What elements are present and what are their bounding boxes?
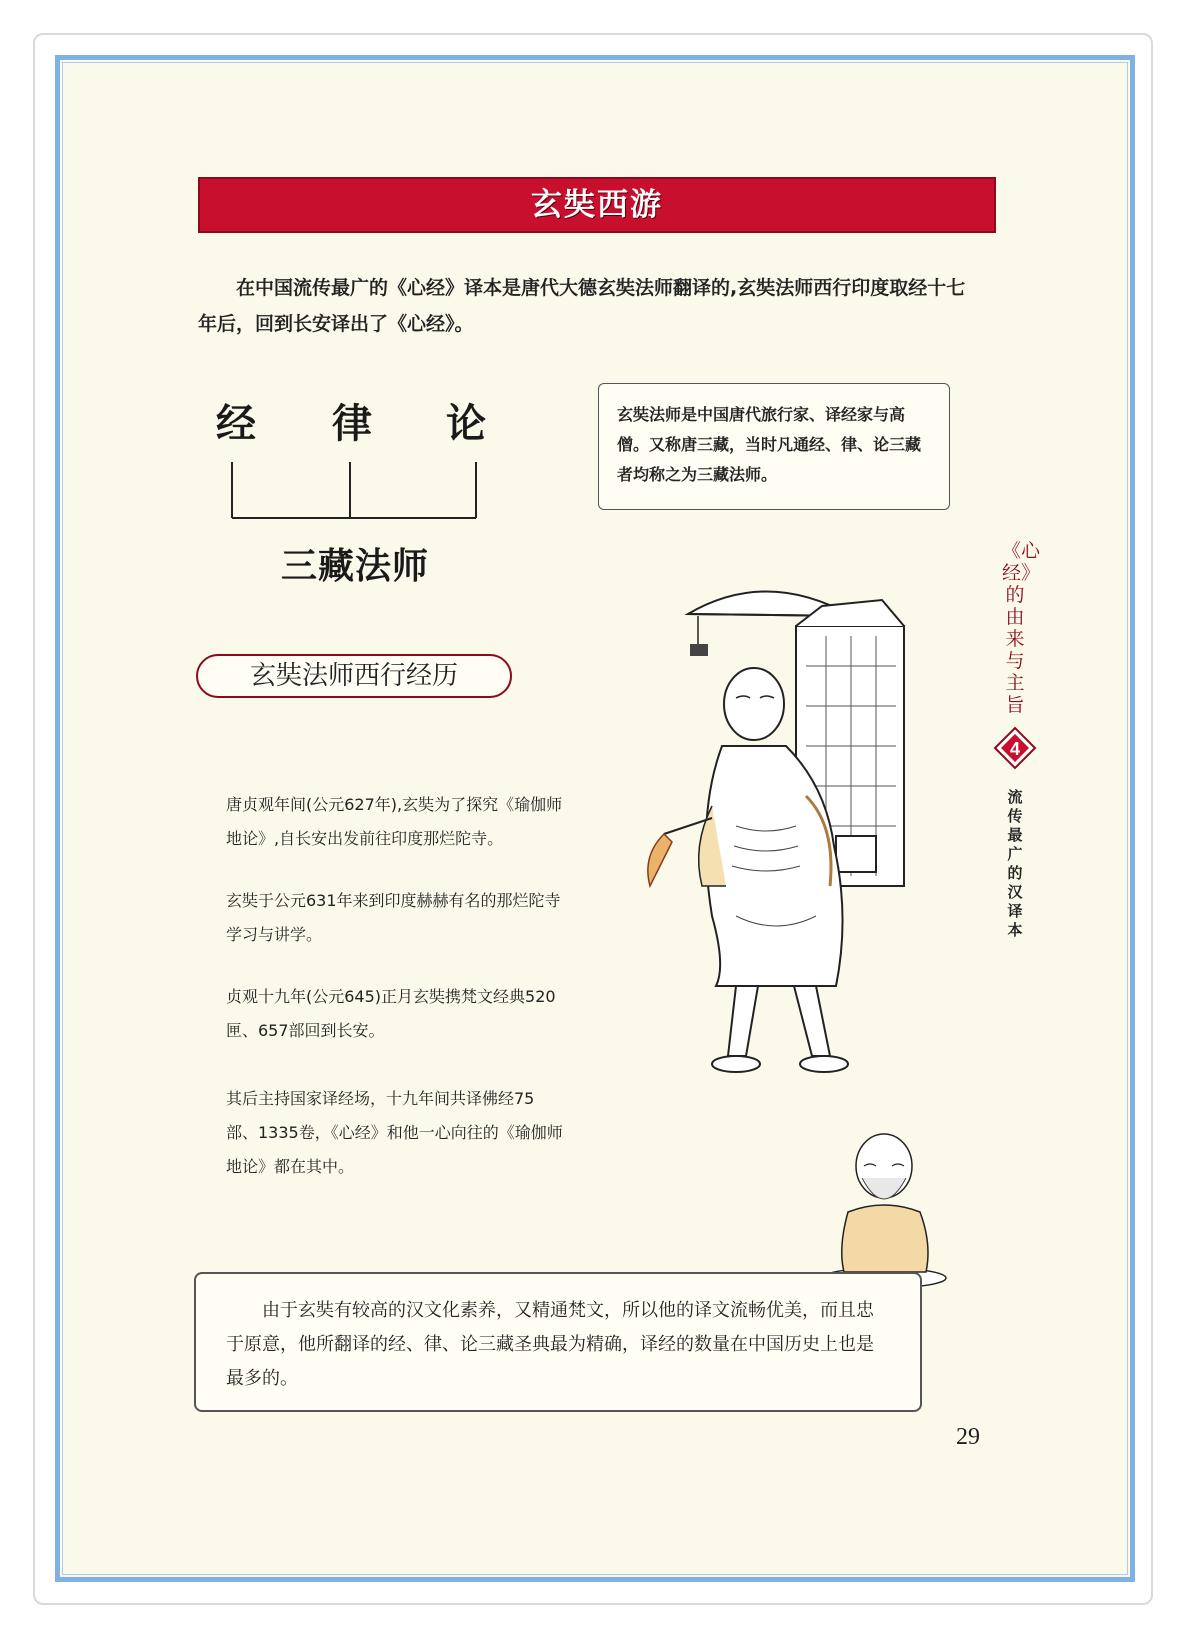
page-title: 玄奘西游 (198, 177, 996, 233)
history-item: 贞观十九年(公元645)正月玄奘携梵文经典520匣、657部回到长安。 (226, 987, 556, 1040)
seated-monk-illustration (818, 1128, 948, 1288)
bracket-connector (230, 462, 480, 520)
summary-paragraph: 由于玄奘有较高的汉文化素养，又精通梵文，所以他的译文流畅优美，而且忠于原意，他所翻译的经、律、论三藏圣典最为精确，译经的数量在中国历史上也是最多的。 (226, 1300, 874, 1389)
tripitaka-master-label: 三藏法师 (280, 546, 429, 587)
history-item: 其后主持国家译经场，十九年间共译佛经75部、1335卷，《心经》和他一心向往的《瑜伽师地论》都在其中。 (226, 1089, 563, 1176)
scripture-sutra: 经 (216, 400, 256, 447)
scripture-vinaya: 律 (332, 400, 372, 447)
chapter-title-vertical: 《心经》的由来与主旨 (1002, 540, 1041, 716)
scripture-abhidharma: 论 (446, 400, 486, 447)
intro-paragraph: 在中国流传最广的《心经》译本是唐代大德玄奘法师翻译的,玄奘法师西行印度取经十七年后，回到长安译出了《心经》。 (198, 277, 966, 335)
summary-box (194, 1272, 922, 1412)
section-heading: 玄奘法师西行经历 (196, 654, 512, 698)
history-item: 玄奘于公元631年来到印度赫赫有名的那烂陀寺学习与讲学。 (226, 891, 561, 944)
monk-with-backpack-illustration (636, 586, 958, 1106)
chapter-subtitle-vertical: 流传最广的汉译本 (1007, 788, 1023, 939)
chapter-number-badge (993, 726, 1037, 770)
note-box: 玄奘法师是中国唐代旅行家、译经家与高僧。又称唐三藏，当时凡通经、律、论三藏者均称之为三藏法师。 (598, 383, 950, 510)
chapter-number: 4 (1009, 739, 1021, 759)
history-item: 唐贞观年间(公元627年),玄奘为了探究《瑜伽师地论》,自长安出发前往印度那烂陀寺。 (226, 795, 563, 848)
page-number: 29 (956, 1424, 980, 1450)
